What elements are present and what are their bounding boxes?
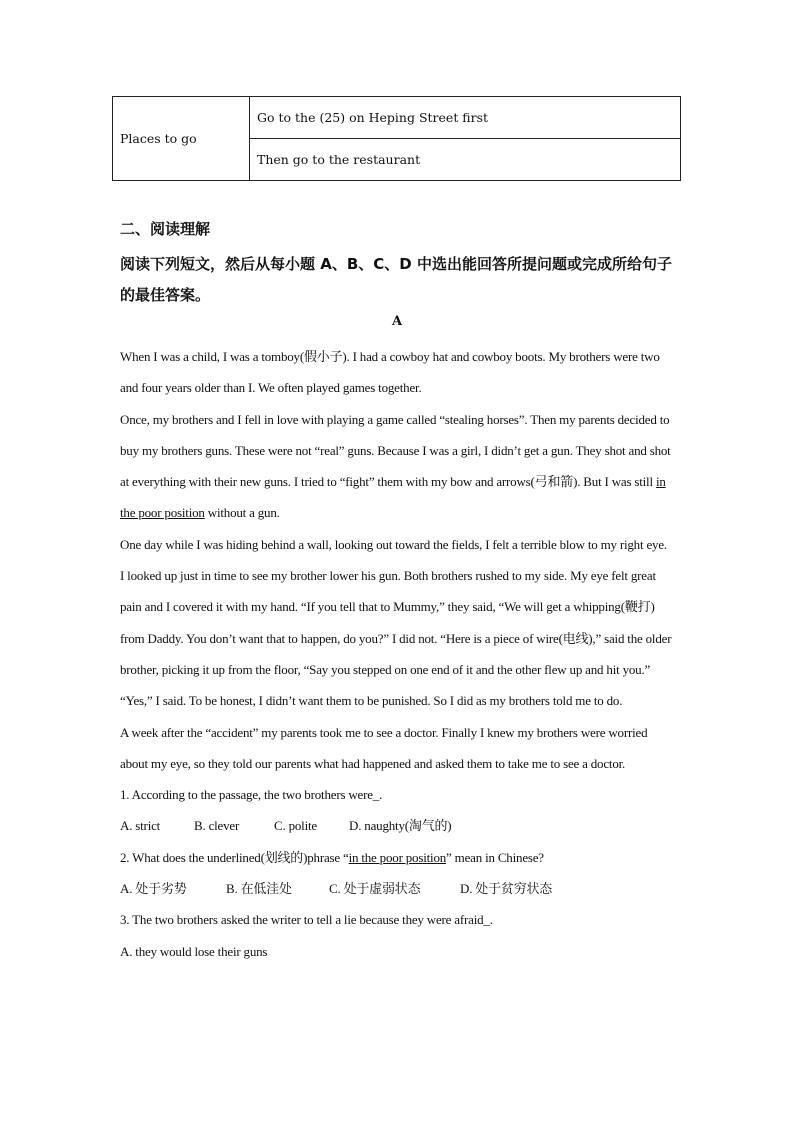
passage-body xyxy=(120,341,672,967)
underlined-phrase: in the poor position xyxy=(120,474,666,521)
paragraph-2 xyxy=(120,404,672,529)
q2-option-a: A. 处于劣势 xyxy=(120,881,187,897)
table-row-1: Go to the (25) on Heping Street first xyxy=(250,97,681,139)
paragraph-4: A week after the “accident” my parents took me to see a doctor. Finally I knew my brothers were worried about my eye, so they told our parents what had happened and asked them to take me to see a doctor. xyxy=(120,724,648,771)
question-2-options xyxy=(120,873,672,904)
section-title: 二、阅读理解 xyxy=(120,220,211,238)
places-table xyxy=(112,96,681,181)
question-1: 1. According to the passage, the two brothers were_. xyxy=(120,787,383,803)
paragraph-1: When I was a child, I was a tomboy(假小子). I had a cowboy hat and cowboy boots. My brothers were two and four years older than I. We often played games together. xyxy=(120,349,660,396)
question-3: 3. The two brothers asked the writer to tell a lie because they were afraid_. xyxy=(120,912,493,928)
paragraph-3: One day while I was hiding behind a wall, looking out toward the fields, I felt a terrible blow to my right eye. I looked up just in time to see my brother lower his gun. Both brothers rushed to my side. My eye felt great pain and I covered it with my hand. “If you tell that to Mummy,” they said, “We will get a whipping(鞭打) from Daddy. You don’t want that to happen, do you?” I did not. “Here is a piece of wire(电线),” said the older brother, picking it up from the floor, “Say you stepped on one end of it and the other flew up and hit you.” “Yes,” I said. To be honest, I didn’t want them to be punished. So I did as my brothers told me to do. xyxy=(120,536,672,709)
paragraph-2-end: without a gun. xyxy=(204,505,280,521)
section-instruction: 阅读下列短文，然后从每小题 A、B、C、D 中选出能回答所提问题或完成所给句子的最佳答案。 xyxy=(120,255,672,304)
question-2 xyxy=(120,842,672,873)
question-1-options xyxy=(120,810,672,841)
q3-option-a: A. they would lose their guns xyxy=(120,943,268,959)
q2-underlined: in the poor position xyxy=(348,849,447,865)
table-row-2: Then go to the restaurant xyxy=(250,139,681,181)
q2-text-post: ” mean in Chinese? xyxy=(446,849,544,865)
q1-option-a: A. strict xyxy=(120,818,161,834)
q2-text-pre: 2. What does the underlined(划线的)phrase “ xyxy=(120,849,349,865)
q1-option-c: C. polite xyxy=(274,818,317,834)
passage-label: A xyxy=(391,314,403,329)
q2-option-d: D. 处于贫穷状态 xyxy=(460,881,553,897)
paragraph-2-text: Once, my brothers and I fell in love with playing a game called “stealing horses”. Then my parents decided to buy my brothers guns. These were not “real” guns. Because I was a girl, I didn’t get a gun. They shot and shot at everything with their new guns. I tried to “fight” them with my bow and arrows(弓和箭). But I was still xyxy=(120,411,671,490)
q2-option-b: B. 在低洼处 xyxy=(226,881,292,897)
q1-option-d: D. naughty(淘气的) xyxy=(349,818,452,834)
q1-option-b: B. clever xyxy=(194,818,240,834)
q2-option-c: C. 处于虚弱状态 xyxy=(329,881,421,897)
table-label-cell: Places to go xyxy=(113,97,250,181)
